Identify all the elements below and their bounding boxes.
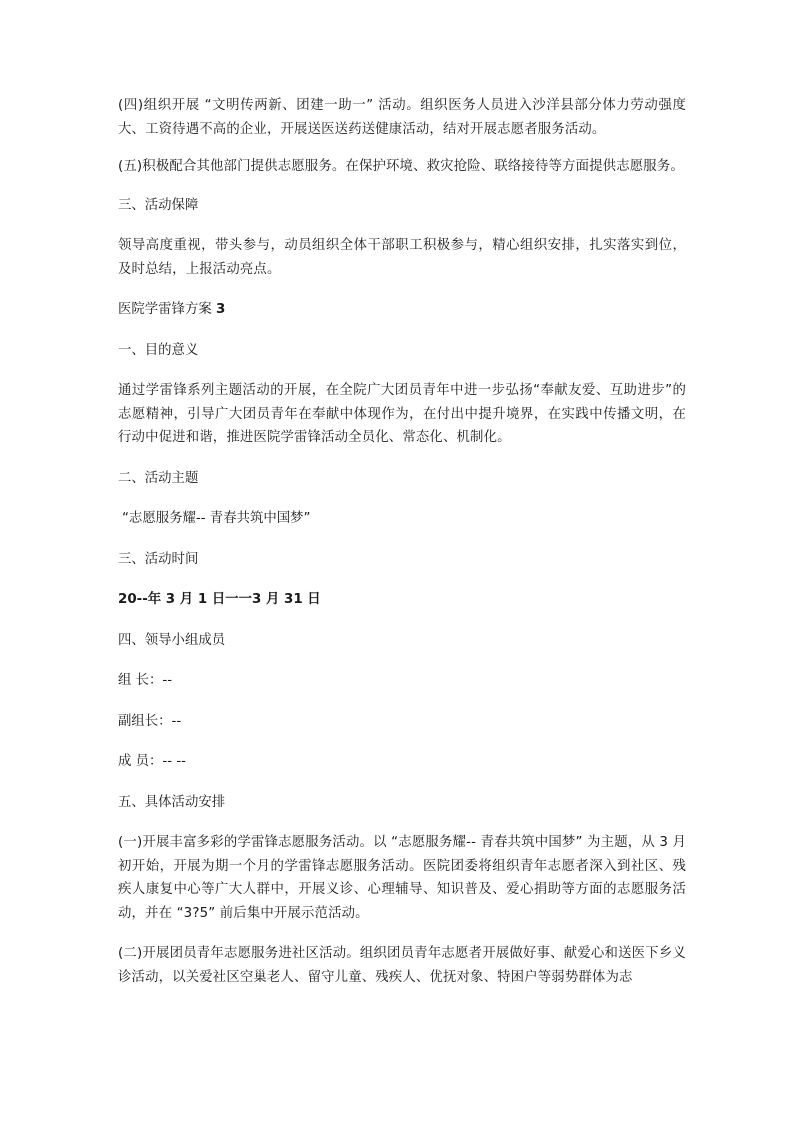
paragraph-arrangement-1: (一)开展丰富多彩的学雷锋志愿服务活动。以 “志愿服务耀-- 青春共筑中国梦” 为主题，从 3 月初开始，开展为期一个月的学雷锋志愿服务活动。医院团委将组织青年志愿者深入到社区、残疾人康复中心等广大人群中，开展义诊、心理辅导、知识普及、爱心捐助等方面的志愿服务活动，并在 “3?5” 前后集中开展示范活动。 xyxy=(118,835,686,921)
paragraph-arrangement-2: (二)开展团员青年志愿服务进社区活动。组织团员青年志愿者开展做好事、献爱心和送医下乡义诊活动，以关爱社区空巢老人、留守儿童、残疾人、优抚对象、特困户等弱势群体为志 xyxy=(118,946,686,985)
plan-title-text: 医院学雷锋方案 xyxy=(118,302,216,317)
heading-activity-guarantee: 三、活动保障 xyxy=(118,197,199,213)
plan-title-number: 3 xyxy=(216,302,226,317)
heading-plan-3 xyxy=(118,298,686,322)
heading-leadership: 四、领导小组成员 xyxy=(118,632,226,648)
paragraph-theme: “志愿服务耀-- 青春共筑中国梦” xyxy=(122,511,311,526)
document-page xyxy=(118,94,686,989)
paragraph-guarantee: 领导高度重视，带头参与，动员组织全体干部职工积极参与，精心组织安排，扎实落实到位，及时总结，上报活动亮点。 xyxy=(118,238,686,277)
paragraph-members: 成 员：-- -- xyxy=(118,754,187,769)
heading-theme: 二、活动主题 xyxy=(118,470,199,486)
heading-arrangements: 五、具体活动安排 xyxy=(118,794,226,810)
paragraph-time: 20--年 3 月 1 日一一3 月 31 日 xyxy=(118,592,321,607)
paragraph-leader: 组 长：-- xyxy=(118,673,173,688)
paragraph-purpose: 通过学雷锋系列主题活动的开展，在全院广大团员青年中进一步弘扬“奉献友爱、互助进步”的志愿精神，引导广大团员青年在奉献中体现作为，在付出中提升境界，在实践中传播文明，在行动中促进和谐，推进医院学雷锋活动全员化、常态化、机制化。 xyxy=(118,383,686,445)
paragraph-deputy-leader: 副组长：-- xyxy=(118,713,182,729)
heading-time: 三、活动时间 xyxy=(118,551,199,567)
paragraph-activity-5: (五)积极配合其他部门提供志愿服务。在保护环境、救灾抢险、联络接待等方面提供志愿服务。 xyxy=(118,159,684,174)
paragraph-activity-4: (四)组织开展 “文明传两新、团建一助一” 活动。组织医务人员进入沙洋县部分体力劳动强度大、工资待遇不高的企业，开展送医送药送健康活动，结对开展志愿者服务活动。 xyxy=(118,98,686,137)
heading-purpose: 一、目的意义 xyxy=(118,342,199,358)
